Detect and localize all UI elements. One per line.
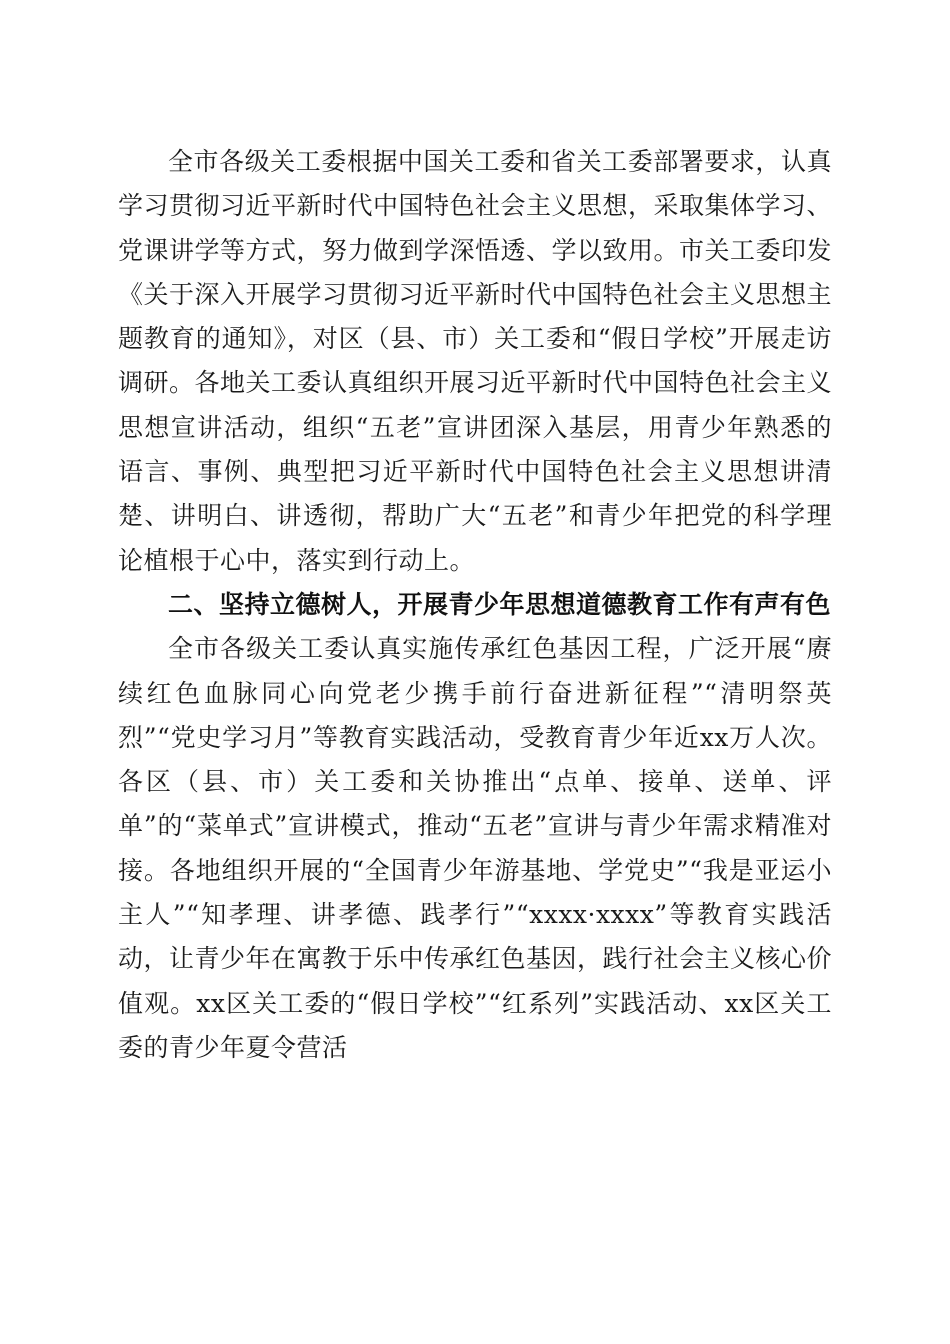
section-heading-moral-education: 二、坚持立德树人，开展青少年思想道德教育工作有声有色 bbox=[168, 589, 832, 619]
document-body bbox=[118, 140, 832, 1070]
paragraph-study-thought: 全市各级关工委根据中国关工委和省关工委部署要求，认真学习贯彻习近平新时代中国特色社会主义思想，采取集体学习、党课讲学等方式，努力做到学深悟透、学以致用。市关工委印发《关于深入开展学习贯彻习近平新时代中国特色社会主义思想主题教育的通知》，对区（县、市）关工委和“假日学校”开展走访调研。各地关工委认真组织开展习近平新时代中国特色社会主义思想宣讲活动，组织“五老”宣讲团深入基层，用青少年熟悉的语言、事例、典型把习近平新时代中国特色社会主义思想讲清楚、讲明白、讲透彻，帮助广大“五老”和青少年把党的科学理论植根于心中，落实到行动上。 bbox=[118, 147, 833, 575]
paragraph-red-gene-project: 全市各级关工委认真实施传承红色基因工程，广泛开展“赓续红色血脉同心向党老少携手前行奋进新征程”“清明祭英烈”“党史学习月”等教育实践活动，受教育青少年近xx万人次。各区（县、市）关工委和关协推出“点单、接单、送单、评单”的“菜单式”宣讲模式，推动“五老”宣讲与青少年需求精准对接。各地组织开展的“全国青少年游基地、学党史”“我是亚运小主人”“知孝理、讲孝德、践孝行”“xxxx·xxxx”等教育实践活动，让青少年在寓教于乐中传承红色基因，践行社会主义核心价值观。xx区关工委的“假日学校”“红系列”实践活动、xx区关工委的青少年夏令营活 bbox=[118, 634, 833, 1062]
